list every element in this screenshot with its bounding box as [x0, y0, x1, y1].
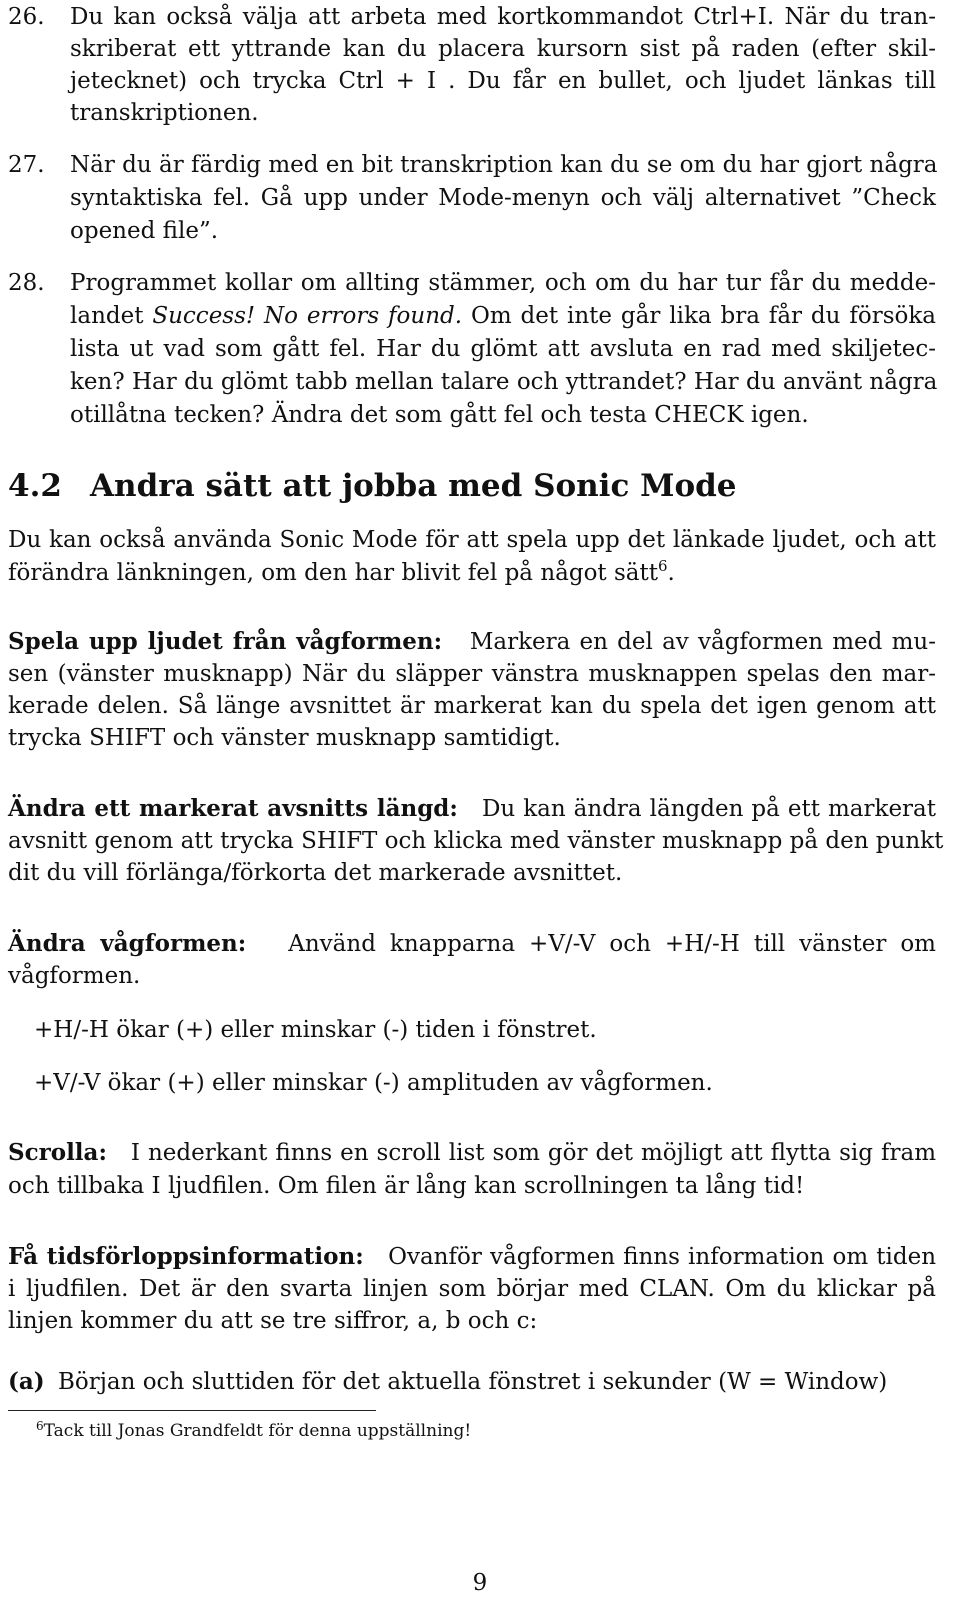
item28-line-1: Programmet kollar om allting stämmer, och om du har tur får du medde-	[70, 270, 936, 296]
intro-line-2-end: .	[667, 560, 675, 586]
andra-langd-heading: Ändra ett markerat avsnitts längd:	[8, 795, 458, 822]
item28-line-2-start: landet	[70, 303, 153, 329]
intro-line-2-text: förändra länkningen, om den har blivit fel på något sätt	[8, 560, 658, 586]
item27-line-3: opened file”.	[70, 218, 219, 244]
tids-heading: Få tidsförloppsinformation:	[8, 1243, 364, 1270]
section-number: 4.2	[8, 468, 62, 504]
item28-line-2-end: Om det inte går lika bra får du försöka	[462, 303, 936, 329]
item28-line-5: otillåtna tecken? Ändra det som gått fel och testa CHECK igen.	[70, 402, 809, 428]
spela-first-text: Markera en del av vågformen med mu-	[469, 629, 936, 655]
page-number: 9	[472, 1570, 488, 1596]
item26-line-1: Du kan också välja att arbeta med kortkommandot Ctrl+I. När du tran-	[70, 4, 936, 30]
intro-line-2	[8, 558, 675, 588]
scrolla-line-1	[8, 1138, 936, 1168]
spela-line-2: sen (vänster musknapp) När du släpper vänstra musknappen spelas den mar-	[8, 661, 936, 687]
andra-vag-line-1	[8, 929, 936, 959]
scrolla-heading: Scrolla:	[8, 1139, 107, 1166]
andra-langd-line-3: dit du vill förlänga/förkorta det markerade avsnittet.	[8, 860, 623, 886]
vv-description: +V/-V ökar (+) eller minskar (-) amplituden av vågformen.	[34, 1070, 713, 1096]
andra-langd-line-1	[8, 794, 936, 824]
section-title: Andra sätt att jobba med Sonic Mode	[90, 468, 737, 504]
andra-vag-heading: Ändra vågformen:	[8, 930, 247, 957]
item27-line-1: När du är färdig med en bit transkription kan du se om du har gjort några	[70, 152, 938, 178]
andra-langd-first-text: Du kan ändra längden på ett markerat	[481, 796, 937, 822]
list-number-27: 27.	[8, 152, 45, 178]
spela-heading: Spela upp ljudet från vågformen:	[8, 628, 443, 655]
item-a-text: Början och sluttiden för det aktuella fönstret i sekunder (W = Window)	[58, 1369, 888, 1395]
andra-langd-line-2: avsnitt genom att trycka SHIFT och klicka med vänster musknapp på den punkt	[8, 828, 944, 854]
tids-line-2: i ljudfilen. Det är den svarta linjen som börjar med CLAN. Om du klickar på	[8, 1276, 936, 1302]
spela-line-3: kerade delen. Så länge avsnittet är markerat kan du spela det igen genom att	[8, 693, 936, 719]
tids-line-3: linjen kommer du att se tre siffror, a, b och c:	[8, 1308, 538, 1334]
footnote-mark: 6	[36, 1419, 44, 1433]
scrolla-first-text: I nederkant finns en scroll list som gör det möjligt att flytta sig fram	[130, 1140, 936, 1166]
tids-line-1	[8, 1242, 936, 1272]
item28-line-4: ken? Har du glömt tabb mellan talare och yttrandet? Har du använt några	[70, 369, 938, 395]
scrolla-line-2: och tillbaka I ljudfilen. Om filen är lång kan scrollningen ta lång tid!	[8, 1173, 805, 1199]
footnote-text: Tack till Jonas Grandfeldt för denna uppställning!	[43, 1421, 472, 1441]
item28-line-2	[70, 301, 936, 331]
list-number-26: 26.	[8, 4, 45, 30]
intro-line-1: Du kan också använda Sonic Mode för att spela upp det länkade ljudet, och att	[8, 527, 936, 553]
item26-line-4: transkriptionen.	[70, 100, 259, 126]
item26-line-3: jetecknet) och trycka Ctrl + I . Du får en bullet, och ljudet länkas till	[70, 68, 936, 94]
item-a-label: (a)	[8, 1368, 45, 1395]
footnote	[36, 1420, 471, 1442]
spela-line-4: trycka SHIFT och vänster musknapp samtidigt.	[8, 725, 561, 751]
andra-vag-first-text: Använd knapparna +V/-V och +H/-H till vänster om	[288, 931, 936, 957]
footnote-rule	[8, 1410, 376, 1411]
item27-line-2: syntaktiska fel. Gå upp under Mode-menyn och välj alternativet ”Check	[70, 185, 936, 211]
hh-description: +H/-H ökar (+) eller minskar (-) tiden i fönstret.	[34, 1017, 597, 1043]
andra-vag-line-2: vågformen.	[8, 963, 141, 989]
item26-line-2: skriberat ett yttrande kan du placera kursorn sist på raden (efter skil-	[70, 36, 936, 62]
list-number-28: 28.	[8, 270, 45, 296]
success-message: Success! No errors found.	[152, 303, 463, 329]
tids-first-text: Ovanför vågformen finns information om tiden	[388, 1244, 937, 1270]
item28-line-3: lista ut vad som gått fel. Har du glömt att avsluta en rad med skiljetec-	[70, 336, 936, 362]
spela-line-1	[8, 627, 936, 657]
footnote-reference: 6	[657, 557, 668, 575]
